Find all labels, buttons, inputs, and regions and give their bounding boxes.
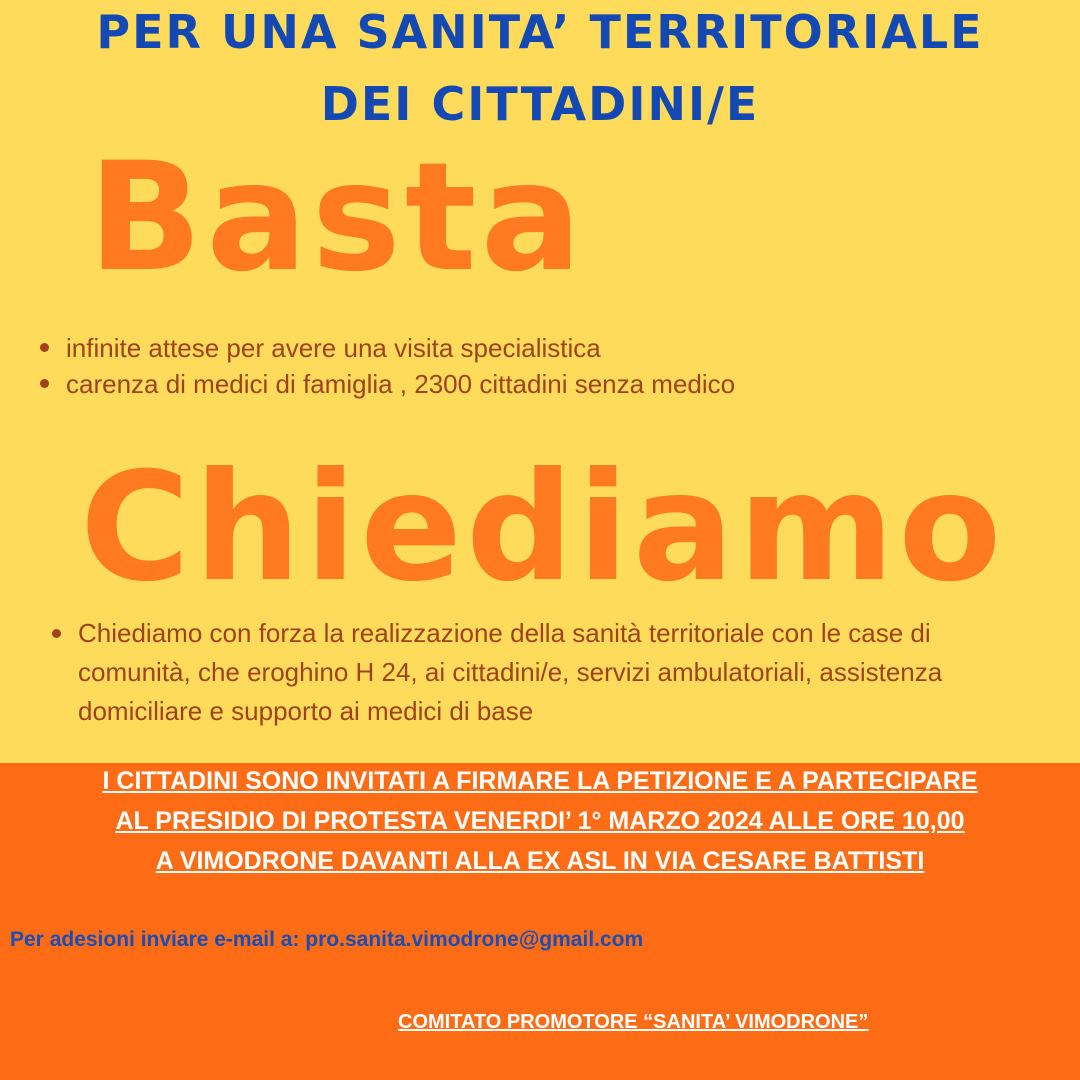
chiediamo-bullet-list	[52, 614, 1022, 731]
bottom-orange-section	[0, 763, 1080, 1080]
header-title-line-2: DEI CITTADINI/E	[320, 77, 760, 131]
header-title-line-1: PER UNA SANITA’ TERRITORIALE	[96, 5, 984, 59]
invitation-line-3: A VIMODRONE DAVANTI ALLA EX ASL IN VIA CESARE BATTISTI	[155, 847, 925, 875]
basta-bullet-item: carenza di medici di famiglia , 2300 cittadini senza medico	[40, 366, 735, 402]
basta-bullet-list	[40, 330, 735, 402]
invitation-line-1: I CITTADINI SONO INVITATI A FIRMARE LA PETIZIONE E A PARTECIPARE	[102, 767, 978, 795]
chiediamo-heading: Chiediamo	[80, 441, 1006, 615]
basta-heading: Basta	[88, 131, 586, 305]
basta-bullet-item: infinite attese per avere una visita specialistica	[40, 330, 735, 366]
adhesion-email-text: Per adesioni inviare e-mail a: pro.sanita.vimodrone@gmail.com	[10, 928, 644, 951]
chiediamo-bullet-item: Chiediamo con forza la realizzazione della sanità territoriale con le case di comunità, che eroghino H 24, ai cittadini/e, servizi ambulatoriali, assistenza domiciliare e supporto ai medici di base	[52, 614, 1022, 731]
invitation-line-2: AL PRESIDIO DI PROTESTA VENERDI’ 1° MARZO 2024 ALLE ORE 10,00	[115, 807, 965, 835]
committee-signature: COMITATO PROMOTORE “SANITA’ VIMODRONE”	[398, 1011, 869, 1033]
